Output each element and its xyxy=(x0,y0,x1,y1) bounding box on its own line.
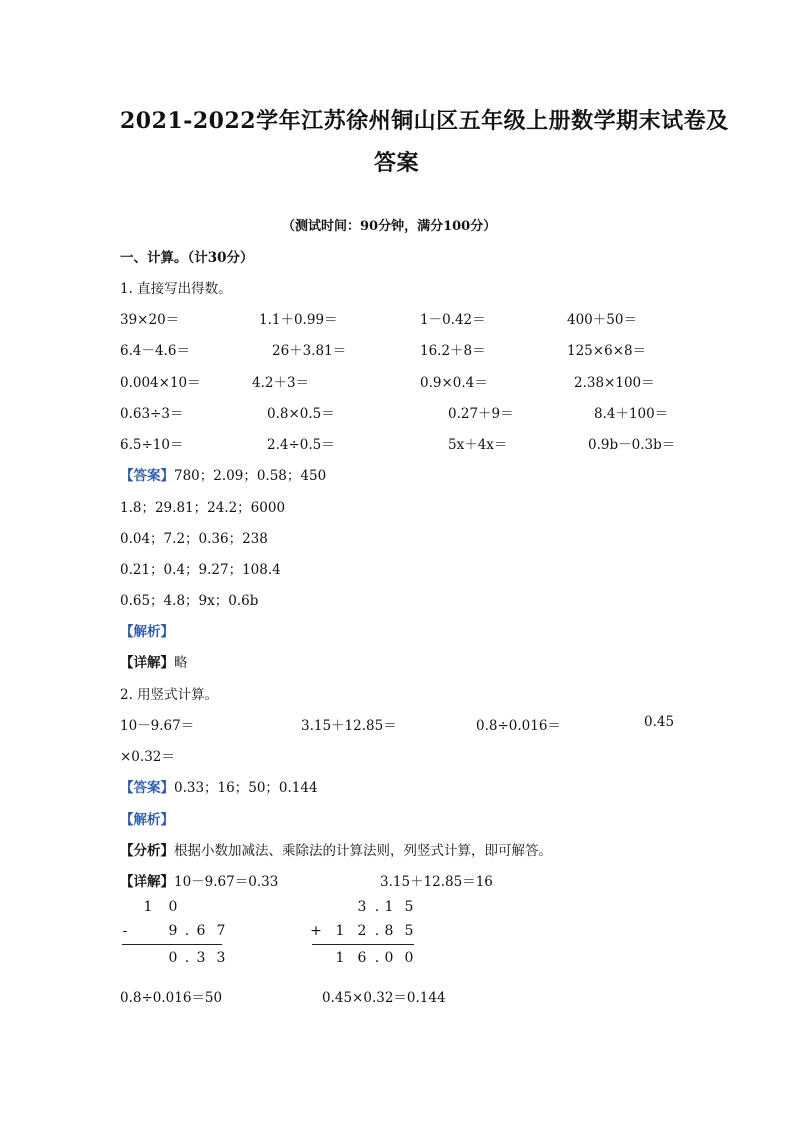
answer-line: 0.04；7.2；0.36；238 xyxy=(120,531,268,547)
problem: 10－9.67＝ xyxy=(120,718,195,734)
detail-tag: 【详解】 xyxy=(120,655,174,671)
digit: 1 xyxy=(384,899,394,915)
operator: - xyxy=(122,923,128,939)
problem: 0.004×10＝ xyxy=(120,375,201,391)
operator: + xyxy=(310,923,322,939)
digit: 6 xyxy=(357,950,367,966)
answer-tag: 【答案】 xyxy=(120,468,174,484)
section-heading: 一、计算。（计30分） xyxy=(120,250,254,266)
detail-text: 略 xyxy=(174,655,188,671)
problem: 5x＋4x＝ xyxy=(448,437,508,453)
page-title-line2: 答案 xyxy=(374,150,420,176)
problem: 39×20＝ xyxy=(120,312,180,328)
answer-text: 0.33；16；50；0.144 xyxy=(174,780,318,796)
fenxi-tag: 【分析】 xyxy=(120,843,174,859)
problem: 0.63÷3＝ xyxy=(120,406,184,422)
digit: 3 xyxy=(216,950,226,966)
problem: 6.4－4.6＝ xyxy=(120,343,190,359)
problem: 4.2＋3＝ xyxy=(252,375,310,391)
digit: . xyxy=(374,923,380,939)
problem-wrap: ×0.32＝ xyxy=(120,749,175,765)
digit: 9 xyxy=(168,923,178,939)
fenxi-line xyxy=(120,839,552,859)
digit: 5 xyxy=(404,923,414,939)
digit: 0 xyxy=(168,950,178,966)
problem: 3.15＋12.85＝ xyxy=(301,718,397,734)
problem: 0.45 xyxy=(644,714,675,730)
problem: 8.4＋100＝ xyxy=(594,406,669,422)
answer-line: 1.8；29.81；24.2；6000 xyxy=(120,500,286,516)
digit: . xyxy=(374,899,380,915)
question-2-prompt: 2. 用竖式计算。 xyxy=(120,687,219,703)
answer-line xyxy=(120,776,318,796)
problem: 125×6×8＝ xyxy=(567,343,647,359)
problem: 0.9×0.4＝ xyxy=(420,375,488,391)
problem: 0.8×0.5＝ xyxy=(267,406,335,422)
digit: . xyxy=(184,950,190,966)
detail-line xyxy=(120,870,278,890)
analysis-tag: 【解析】 xyxy=(120,812,174,828)
digit: 1 xyxy=(143,899,153,915)
problem: 0.9b－0.3b＝ xyxy=(588,437,676,453)
rule-line xyxy=(122,944,222,945)
problem: 1－0.42＝ xyxy=(420,312,486,328)
problem: 2.38×100＝ xyxy=(574,375,655,391)
analysis-tag: 【解析】 xyxy=(120,624,174,640)
answer-line: 0.65；4.8；9x；0.6b xyxy=(120,593,259,609)
digit: 0 xyxy=(404,950,414,966)
digit: . xyxy=(184,923,190,939)
rule-line xyxy=(312,944,414,945)
answer-line: 0.21；0.4；9.27；108.4 xyxy=(120,562,281,578)
digit: 3 xyxy=(357,899,367,915)
detail-result: 3.15＋12.85＝16 xyxy=(380,874,493,890)
problem: 26＋3.81＝ xyxy=(272,343,347,359)
digit: 1 xyxy=(335,923,345,939)
digit: . xyxy=(374,950,380,966)
problem: 0.8÷0.016＝ xyxy=(476,718,561,734)
answer-text: 780；2.09；0.58；450 xyxy=(174,468,327,484)
problem: 1.1＋0.99＝ xyxy=(259,312,338,328)
page-title-line1: 2021-2022学年江苏徐州铜山区五年级上册数学期末试卷及 xyxy=(120,108,729,134)
answer-line xyxy=(120,464,326,484)
digit: 7 xyxy=(216,923,226,939)
fenxi-text: 根据小数加减法、乘除法的计算法则，列竖式计算，即可解答。 xyxy=(174,843,552,859)
problem: 2.4÷0.5＝ xyxy=(267,437,335,453)
digit: 0 xyxy=(168,899,178,915)
detail-tag: 【详解】 xyxy=(120,874,174,890)
digit: 2 xyxy=(357,923,367,939)
question-1-prompt: 1. 直接写出得数。 xyxy=(120,281,232,297)
digit: 3 xyxy=(196,950,206,966)
digit: 6 xyxy=(196,923,206,939)
problem: 0.27＋9＝ xyxy=(448,406,514,422)
digit: 5 xyxy=(404,899,414,915)
digit: 1 xyxy=(335,950,345,966)
detail-result: 10－9.67＝0.33 xyxy=(174,874,279,890)
detail-line xyxy=(120,651,188,671)
exam-info: （测试时间：90分钟，满分100分） xyxy=(282,219,497,234)
detail-result: 0.45×0.32＝0.144 xyxy=(322,990,446,1006)
problem: 400＋50＝ xyxy=(567,312,637,328)
answer-tag: 【答案】 xyxy=(120,780,174,796)
detail-result: 0.8÷0.016＝50 xyxy=(120,990,223,1006)
problem: 6.5÷10＝ xyxy=(120,437,184,453)
problem: 16.2＋8＝ xyxy=(420,343,486,359)
digit: 8 xyxy=(384,923,394,939)
digit: 0 xyxy=(384,950,394,966)
